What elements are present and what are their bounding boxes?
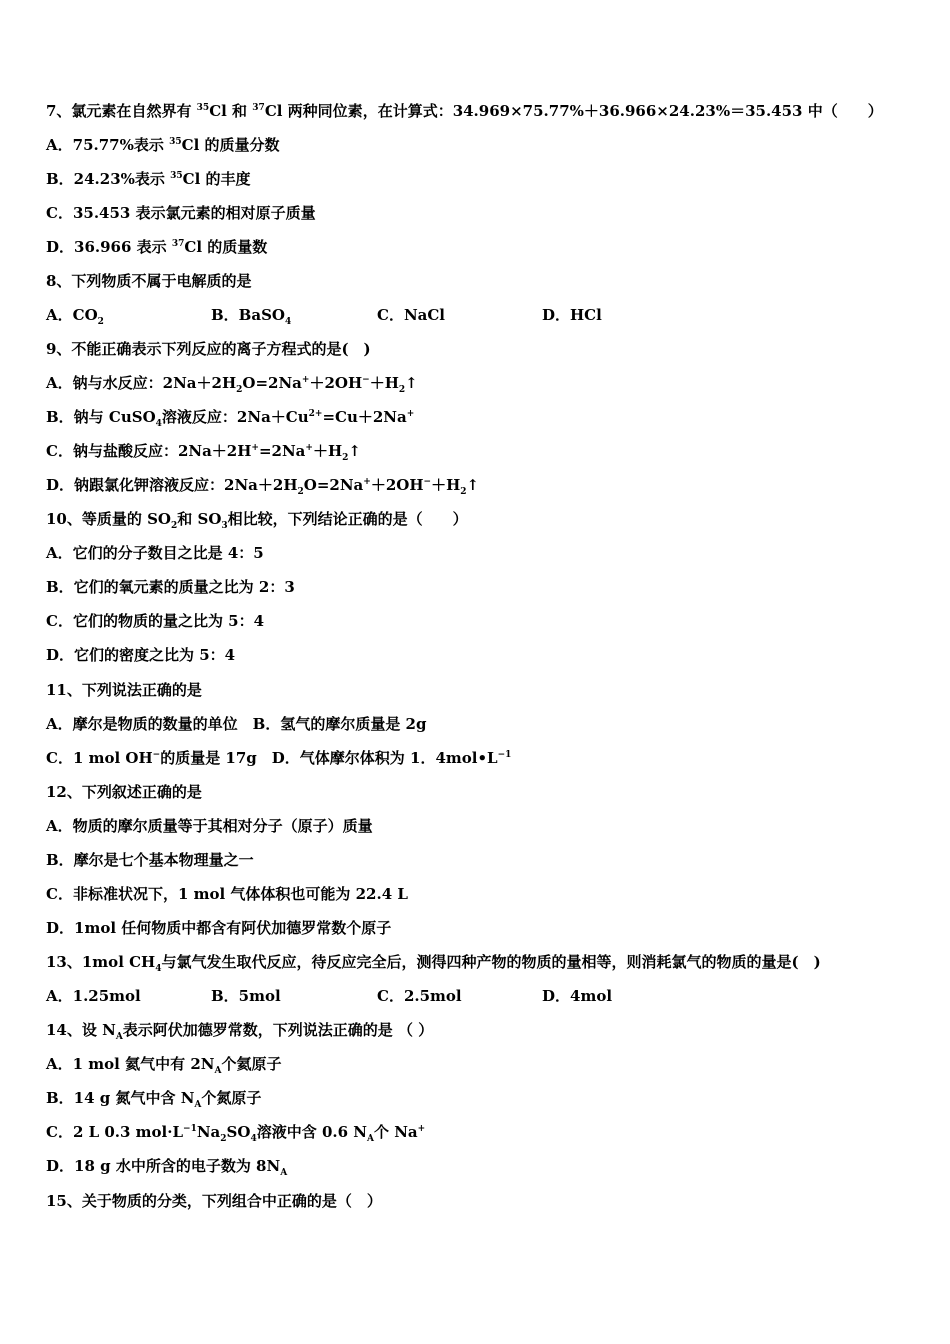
q13-option-b: B．5mol	[211, 987, 281, 1005]
q14-option-b: B．14 g 氮气中含 $N_A$个氮原子	[46, 1089, 262, 1110]
q8-stem: 8、下列物质不属于电解质的是	[46, 272, 252, 290]
q11-stem: 11、下列说法正确的是	[46, 681, 202, 699]
q13-option-c: C．2.5mol	[377, 987, 462, 1005]
q12-option-c: C．非标准状况下，1 mol 气体体积也可能为 22.4 L	[46, 885, 408, 903]
q9-option-c: C．钠与盐酸反应：$2Na+2H^+=2Na^++H_2↑$	[46, 442, 361, 463]
q9-option-a: A．钠与水反应：$2Na+2H_2O=2Na^++2OH^-+H_2↑$	[46, 374, 418, 395]
q11-options-cd: C．1 mol OH−的质量是 17g D．气体摩尔体积为 1．$4mol•L^{-1}$	[46, 749, 512, 767]
q13-option-a: A．1.25mol	[46, 987, 141, 1005]
q14-stem: 14、设 $N_A$表示阿伏加德罗常数，下列说法正确的是 （ ）	[46, 1021, 434, 1042]
q10-option-d: D．它们的密度之比为 5：4	[46, 646, 236, 664]
q8-option-d: D．HCl	[542, 306, 602, 324]
q7-option-a: A．75.77%表示 $^{35}$Cl 的质量分数	[46, 136, 280, 154]
q12-option-b: B．摩尔是七个基本物理量之一	[46, 851, 254, 869]
q7-stem: 7、氯元素在自然界有 $^{35}$Cl 和 $^{37}$Cl 两种同位素，在计算式：34.969×75.77%＋36.966×24.23%＝35.453 中（ ）	[46, 102, 883, 120]
q14-option-a: A．1 mol 氦气中有 $2N_A$个氦原子	[46, 1055, 282, 1076]
q7-option-b: B．24.23%表示 $^{35}$Cl 的丰度	[46, 170, 251, 188]
q8-option-b: B．BaSO$_4$	[211, 306, 292, 327]
q11-options-ab: A．摩尔是物质的数量的单位 B．氢气的摩尔质量是 2g	[46, 715, 427, 733]
q15-stem: 15、关于物质的分类，下列组合中正确的是（ ）	[46, 1192, 382, 1210]
q12-stem: 12、下列叙述正确的是	[46, 783, 202, 801]
q8-option-a: A．$CO_2$	[46, 306, 104, 327]
q13-stem: 13、1mol $CH_4$与氯气发生取代反应，待反应完全后，测得四种产物的物质的量相等，则消耗氯气的物质的量是( )	[46, 953, 821, 974]
q10-option-a: A．它们的分子数目之比是 4：5	[46, 544, 264, 562]
q9-stem: 9、不能正确表示下列反应的离子方程式的是( )	[46, 340, 371, 358]
q14-option-d: D．18 g 水中所含的电子数为 $8N_A$	[46, 1157, 288, 1178]
q9-option-b: B．钠与 CuSO$_4$溶液反应：$2Na+Cu^{2+}=Cu+2Na^+$	[46, 408, 415, 429]
q7-option-d: D．36.966 表示 $^{37}$Cl 的质量数	[46, 238, 268, 256]
q9-option-d: D．钠跟氯化钾溶液反应：$2Na+2H_2O=2Na^++2OH^-+H_2↑$	[46, 476, 480, 497]
q14-option-c: C．2 L 0.3 $mol\cdot L^{-1}Na_2SO_4$溶液中含 0.6 $N_A$个 Na+	[46, 1123, 426, 1144]
q12-option-a: A．物质的摩尔质量等于其相对分子（原子）质量	[46, 817, 373, 835]
q13-option-d: D．4mol	[542, 987, 613, 1005]
q7-option-c: C．35.453 表示氯元素的相对原子质量	[46, 204, 316, 222]
q10-option-c: C．它们的物质的量之比为 5：4	[46, 612, 265, 630]
q12-option-d: D．1mol 任何物质中都含有阿伏加德罗常数个原子	[46, 919, 392, 937]
q10-stem: 10、等质量的 $SO_2$和 $SO_3$相比较，下列结论正确的是（ ）	[46, 510, 468, 531]
q10-option-b: B．它们的氧元素的质量之比为 2：3	[46, 578, 295, 596]
q8-option-c: C．NaCl	[377, 306, 446, 324]
